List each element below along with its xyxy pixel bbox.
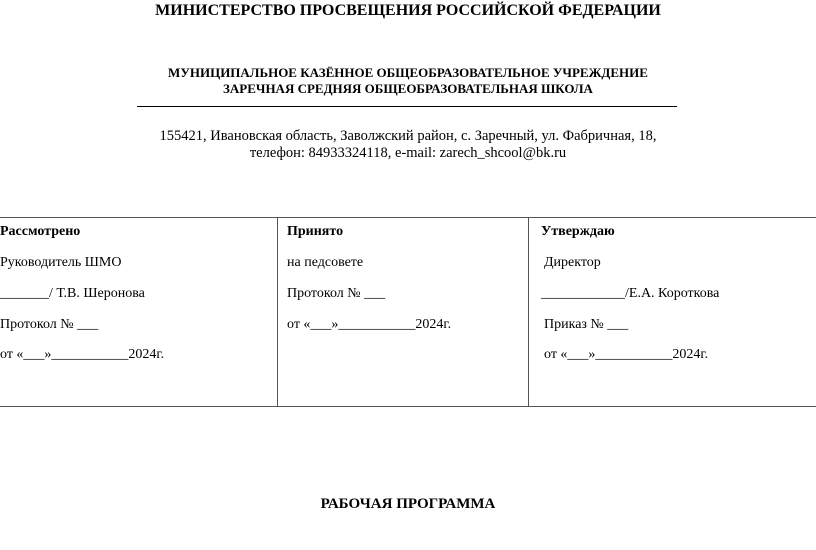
institution-name-line2: ЗАРЕЧНАЯ СРЕДНЯЯ ОБЩЕОБРАЗОВАТЕЛЬНАЯ ШКОЛА (223, 81, 593, 96)
accepted-protocol: Протокол № ___ (287, 286, 386, 301)
considered-signature: _______/ Т.В. Шеронова (0, 286, 145, 301)
considered-heading: Рассмотрено (0, 224, 81, 239)
ministry-title: МИНИСТЕРСТВО ПРОСВЕЩЕНИЯ РОССИЙСКОЙ ФЕДЕРАЦИИ (155, 2, 661, 19)
considered-role: Руководитель ШМО (0, 255, 122, 270)
program-title: РАБОЧАЯ ПРОГРАММА (320, 496, 496, 512)
approved-signature: ____________/Е.А. Короткова (541, 286, 720, 301)
approved-order: Приказ № ___ (544, 317, 629, 332)
school-address: 155421, Ивановская область, Заволжский район, с. Заречный, ул. Фабричная, 18, (159, 128, 657, 144)
accepted-heading: Принято (287, 224, 344, 239)
accepted-column (277, 218, 529, 406)
approved-column (528, 218, 816, 406)
approved-role: Директор (544, 255, 601, 270)
approval-table (0, 217, 816, 407)
approved-date: от «___»___________2024г. (544, 347, 709, 362)
accepted-date: от «___»___________2024г. (287, 317, 452, 332)
considered-column (0, 218, 277, 406)
considered-date: от «___»___________2024г. (0, 347, 165, 362)
approved-heading: Утверждаю (541, 224, 615, 239)
institution-name-line1: МУНИЦИПАЛЬНОЕ КАЗЁННОЕ ОБЩЕОБРАЗОВАТЕЛЬНОЕ УЧРЕЖДЕНИЕ (168, 65, 648, 80)
school-contacts: телефон: 84933324118, e-mail: zarech_shcool@bk.ru (249, 145, 567, 161)
accepted-role: на педсовете (287, 255, 364, 270)
considered-protocol: Протокол № ___ (0, 317, 99, 332)
header-divider (137, 106, 677, 107)
